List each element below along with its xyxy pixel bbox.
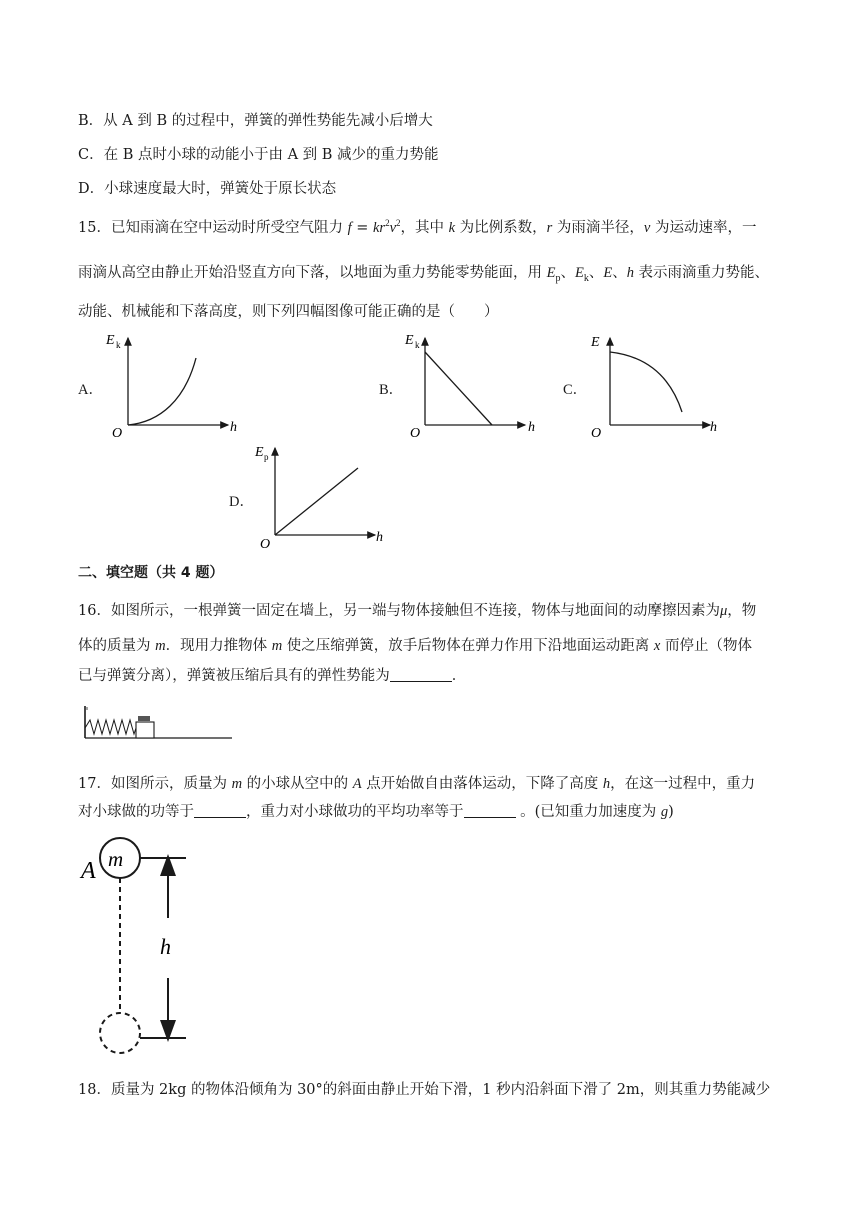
q15-mid3: 为运动速率，一 [650,220,757,236]
q15-graph-a-ylabel: E [106,333,115,348]
q15-sep1: 、 [560,265,575,281]
q16-m: m [155,638,166,654]
q15-graph-d-xlabel: h [376,530,383,545]
q15-stem-line1 [78,218,756,239]
q15-r: r [546,220,553,236]
q14-option-b: B．从 A 到 B 的过程中，弹簧的弹性势能先减小后增大 [78,113,433,129]
q15-mid2: 为雨滴半径， [552,220,644,236]
q15-line2-b: 表示雨滴重力势能、 [638,265,770,281]
q15-graph-b-ysub: k [415,340,420,350]
q15-mid1: 为比例系数， [455,220,547,236]
ball-dashed-icon [100,1013,140,1053]
q17-line2-a: 对小球做的功等于 [78,804,194,820]
q15-v: v [643,220,651,236]
q15-line2-a: 雨滴从高空由静止开始沿竖直方向下落，以地面为重力势能零势能面，用 [78,265,542,281]
q15-graph-a [100,330,250,440]
q15-after-formula: ，其中 [400,220,449,236]
block-icon [136,722,154,738]
q16-line2-d: 而停止（物体 [660,638,752,654]
q17-m: m [231,776,243,792]
q16-line1-a: 16．如图所示，一根弹簧一固定在墙上，另一端与物体接触但不连接，物体与地面间的动摩擦因素为 [78,603,720,619]
q15-graph-d [250,440,400,550]
q16-line2-a: 体的质量为 [78,638,156,654]
q15-graph-c-curve [610,352,682,412]
q17-line1 [78,774,755,794]
q17-line2-b: ，重力对小球做功的平均功率等于 [246,804,464,820]
q15-formula-kr: kr [372,220,386,236]
q15-number: 15．已知雨滴在空中运动时所受空气阻力 [78,220,343,236]
q16-answer-blank[interactable] [390,667,452,682]
q15-ep-sub: p [555,273,561,284]
q17-line1-d: ，在这一过程中，重力 [610,776,756,792]
q16-line2 [78,636,752,656]
q15-sep3: 、 [612,265,627,281]
q15-graph-d-line [275,468,358,535]
q16-line3 [78,666,466,686]
q17-answer-blank-2[interactable] [464,803,516,818]
q17-line2-d: ) [668,804,674,820]
q15-graph-d-ysub: p [264,452,269,462]
q15-h: h [626,265,634,281]
section-heading-fill-blank: 二、填空题（共 4 题） [78,565,224,581]
q17-line1-a: 17．如图所示，质量为 [78,776,232,792]
q17-A: A [352,776,362,792]
q17-figure-ball-label: m [108,847,124,871]
q17-h: h [602,776,611,792]
q15-graph-b-ylabel: E [405,333,414,348]
q15-ek: E [574,265,584,281]
q16-line2-c: 使之压缩弹簧，放手后物体在弹力作用下沿地面运动距离 [282,638,654,654]
q17-free-fall-figure [76,836,216,1066]
q15-formula-sup2: 2 [396,218,401,228]
spring-icon [85,720,136,734]
q17-g: g [660,804,669,820]
q15-ek-sub: k [583,273,589,284]
q15-formula-eq: = [351,220,373,236]
q16-line2-b: ．现用力推物体 [165,638,272,654]
q17-figure-point-a: A [81,858,96,884]
q15-sep2: 、 [588,265,604,281]
q15-graph-b [400,330,550,440]
q16-spring-figure [82,704,242,744]
q15-k: k [448,220,456,236]
q15-graph-c-xlabel: h [710,420,717,435]
q15-stem-line3: 动能、机械能和下落高度，则下列四幅图像可能正确的是（ ） [78,304,499,320]
q15-option-b-label: B． [379,382,404,398]
q16-line1 [78,601,756,621]
q16-x: x [653,638,661,654]
q15-graph-c-ylabel: E [591,335,600,350]
q15-stem-line2 [78,263,769,285]
q15-ep: E [546,265,556,281]
q15-formula-v: v [389,220,396,236]
q15-graph-b-line [425,352,492,425]
q16-line3-a: 已与弹簧分离），弹簧被压缩后具有的弹性势能为 [78,668,390,684]
q15-graph-d-origin: O [260,537,271,552]
q15-graph-a-origin: O [112,426,123,441]
q16-line1-b: ，物 [727,603,757,619]
q15-graph-a-xlabel: h [230,420,237,435]
q15-graph-a-ysub: k [116,340,121,350]
q17-line2 [78,802,674,822]
q16-line3-b: ． [451,668,467,684]
q15-graph-b-xlabel: h [528,420,535,435]
q17-line1-b: 的小球从空中的 [242,776,353,792]
q15-graph-b-origin: O [410,426,421,441]
q15-formula-f: f [347,220,352,236]
q17-answer-blank-1[interactable] [194,803,246,818]
q17-line1-c: 点开始做自由落体运动，下降了高度 [361,776,603,792]
q15-graph-a-curve [128,358,196,425]
q15-graph-c [585,330,735,440]
q18-line1: 18．质量为 2kg 的物体沿倾角为 30°的斜面由静止开始下滑，1 秒内沿斜面下滑了 2m，则其重力势能减少 [78,1082,771,1098]
q15-option-d-label: D． [229,494,254,510]
q15-graph-d-ylabel: E [255,445,264,460]
q16-m2: m [271,638,283,654]
q17-line2-c: 。(已知重力加速度为 [515,804,661,820]
q16-mu: μ [719,603,728,619]
q14-option-c: C．在 B 点时小球的动能小于由 A 到 B 减少的重力势能 [78,147,439,163]
q15-graph-c-origin: O [591,426,602,441]
q15-option-c-label: C． [563,382,588,398]
q15-formula-sup1: 2 [385,218,390,228]
q15-e: E [603,265,613,281]
q14-option-d: D．小球速度最大时，弹簧处于原长状态 [78,181,337,197]
q15-option-a-label: A． [78,382,103,398]
q17-figure-height-label: h [160,934,171,959]
